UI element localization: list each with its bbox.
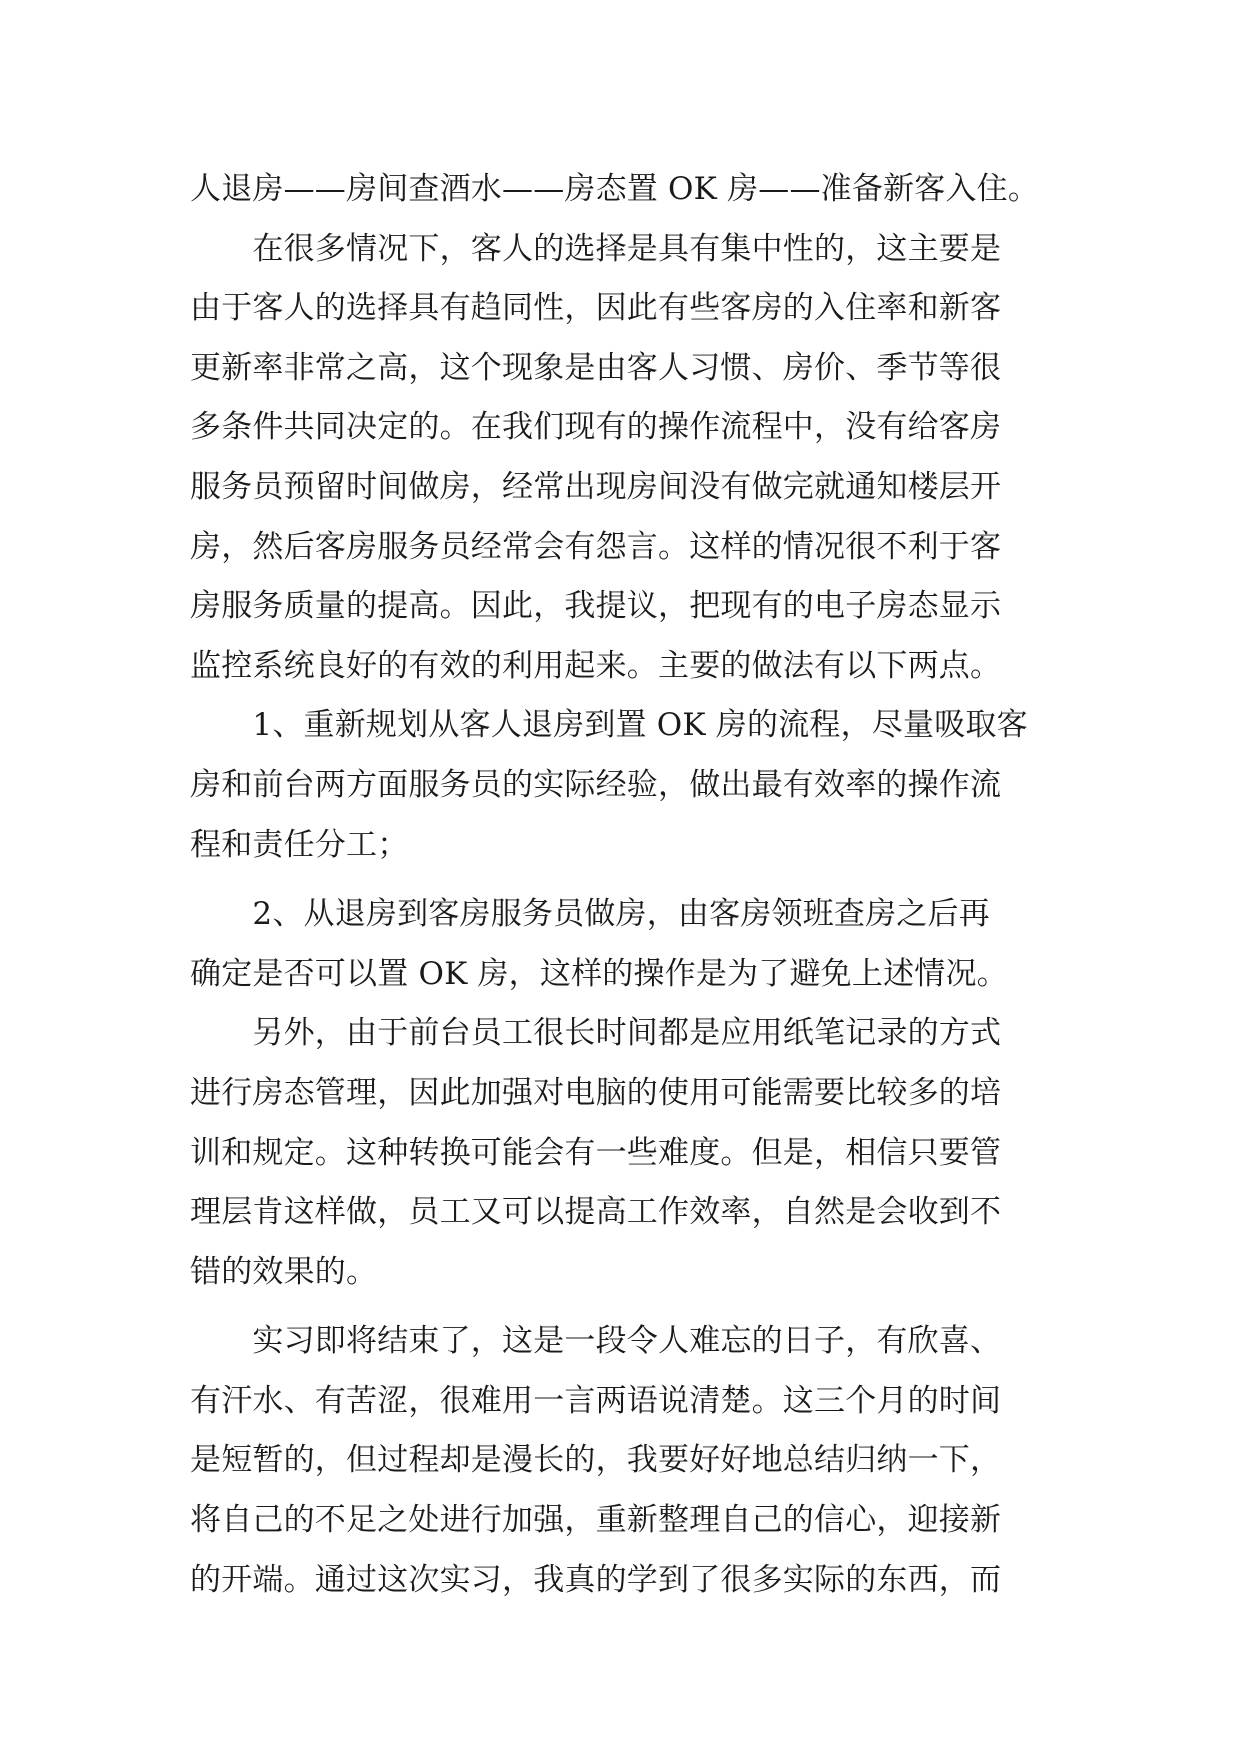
text-line: 的开端。通过这次实习，我真的学到了很多实际的东西，而 <box>190 1561 1002 1598</box>
text-line: 理层肯这样做，员工又可以提高工作效率，自然是会收到不 <box>190 1194 1002 1231</box>
text-line: 房，然后客房服务员经常会有怨言。这样的情况很不利于客 <box>190 528 1002 565</box>
text-line: 监控系统良好的有效的利用起来。主要的做法有以下两点。 <box>190 647 1002 684</box>
text-line: 2、从退房到客房服务员做房，由客房领班查房之后再 <box>190 896 990 933</box>
document-body <box>190 160 1070 1610</box>
text-line: 训和规定。这种转换可能会有一些难度。但是，相信只要管 <box>190 1134 1002 1171</box>
text-line: 人退房——房间查酒水——房态置 OK 房——准备新客入住。 <box>190 171 1040 207</box>
text-line: 确定是否可以置 OK 房，这样的操作是为了避免上述情况。 <box>190 955 1008 992</box>
text-line: 多条件共同决定的。在我们现有的操作流程中，没有给客房 <box>190 409 1002 446</box>
text-line: 有汗水、有苦涩，很难用一言两语说清楚。这三个月的时间 <box>190 1382 1002 1419</box>
text-line: 另外，由于前台员工很长时间都是应用纸笔记录的方式 <box>190 1015 1002 1052</box>
text-line: 将自己的不足之处进行加强，重新整理自己的信心，迎接新 <box>190 1502 1002 1539</box>
text-line: 程和责任分工； <box>190 826 409 863</box>
paragraph-gap <box>190 875 1070 885</box>
text-line: 在很多情况下，客人的选择是具有集中性的，这主要是 <box>190 230 1002 267</box>
text-line: 错的效果的。 <box>190 1253 378 1290</box>
text-line: 服务员预留时间做房，经常出现房间没有做完就通知楼层开 <box>190 468 1002 505</box>
text-line: 由于客人的选择具有趋同性，因此有些客房的入住率和新客 <box>190 290 1002 327</box>
text-line: 是短暂的，但过程却是漫长的，我要好好地总结归纳一下， <box>190 1442 1002 1479</box>
text-line: 1、重新规划从客人退房到置 OK 房的流程，尽量吸取客 <box>190 707 1028 744</box>
text-line: 房服务质量的提高。因此，我提议，把现有的电子房态显示 <box>190 588 1002 625</box>
text-line: 进行房态管理，因此加强对电脑的使用可能需要比较多的培 <box>190 1074 1002 1111</box>
text-line: 更新率非常之高，这个现象是由客人习惯、房价、季节等很 <box>190 349 1002 386</box>
text-line: 实习即将结束了，这是一段令人难忘的日子，有欣喜、 <box>190 1323 1002 1360</box>
text-line: 房和前台两方面服务员的实际经验，做出最有效率的操作流 <box>190 766 1002 803</box>
paragraph-gap <box>190 1302 1070 1312</box>
